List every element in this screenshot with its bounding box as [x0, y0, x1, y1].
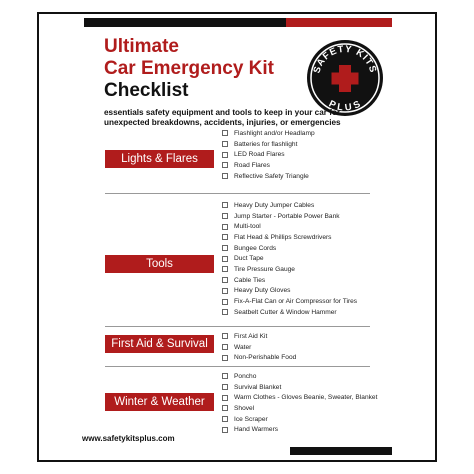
list-item[interactable]: Heavy Duty Gloves — [222, 286, 357, 297]
list-item[interactable]: Fix-A-Flat Can or Air Compressor for Tires — [222, 296, 357, 307]
checkbox[interactable] — [222, 152, 228, 158]
checkbox[interactable] — [222, 299, 228, 305]
list-item[interactable]: Ice Scraper — [222, 414, 377, 425]
logo-top-text: SAFETY KITS — [311, 43, 379, 75]
checkbox[interactable] — [222, 427, 228, 433]
list-item[interactable]: Bungee Cords — [222, 243, 357, 254]
category-winter-weather: Winter & Weather — [105, 393, 214, 411]
list-tools — [222, 200, 357, 318]
section-divider — [105, 326, 370, 327]
list-item[interactable]: Flat Head & Phillips Screwdrivers — [222, 232, 357, 243]
section-divider — [105, 193, 370, 194]
logo-bottom-text: PLUS — [326, 98, 364, 114]
checkbox[interactable] — [222, 130, 228, 136]
title-line-2: Car Emergency Kit — [104, 58, 275, 79]
list-item[interactable]: Non-Perishable Food — [222, 352, 296, 363]
top-red-bar — [286, 18, 392, 27]
list-item[interactable]: Duct Tape — [222, 253, 357, 264]
safety-kits-plus-logo — [305, 38, 385, 118]
checkbox[interactable] — [222, 213, 228, 219]
list-item[interactable]: First Aid Kit — [222, 331, 296, 342]
list-item[interactable]: Cable Ties — [222, 275, 357, 286]
list-item[interactable]: Warm Clothes - Gloves Beanie, Sweater, Blanket — [222, 392, 377, 403]
bottom-black-bar — [290, 447, 392, 455]
category-lights-flares: Lights & Flares — [105, 150, 214, 168]
checkbox[interactable] — [222, 309, 228, 315]
list-winter-weather — [222, 371, 377, 435]
list-item[interactable]: Batteries for flashlight — [222, 139, 315, 150]
section-divider — [105, 366, 370, 367]
list-item[interactable]: Seatbelt Cutter & Window Hammer — [222, 307, 357, 318]
list-item[interactable]: LED Road Flares — [222, 149, 315, 160]
subtitle: essentials safety equipment and tools to keep in your car for unexpected breakdowns, accidents, injuries, or emergencies — [104, 108, 341, 127]
checkbox[interactable] — [222, 416, 228, 422]
checkbox[interactable] — [222, 384, 228, 390]
category-first-aid-survival: First Aid & Survival — [105, 335, 214, 353]
list-item[interactable]: Poncho — [222, 371, 377, 382]
checkbox[interactable] — [222, 256, 228, 262]
list-item[interactable]: Survival Blanket — [222, 382, 377, 393]
checkbox[interactable] — [222, 173, 228, 179]
list-item[interactable]: Reflective Safety Triangle — [222, 171, 315, 182]
list-item[interactable]: Heavy Duty Jumper Cables — [222, 200, 357, 211]
list-item[interactable]: Flashlight and/or Headlamp — [222, 128, 315, 139]
checkbox[interactable] — [222, 234, 228, 240]
list-lights-flares — [222, 128, 315, 181]
checkbox[interactable] — [222, 266, 228, 272]
list-item[interactable]: Multi-tool — [222, 221, 357, 232]
checkbox[interactable] — [222, 373, 228, 379]
checkbox[interactable] — [222, 245, 228, 251]
checkbox[interactable] — [222, 224, 228, 230]
list-item[interactable]: Hand Warmers — [222, 424, 377, 435]
checkbox[interactable] — [222, 277, 228, 283]
checkbox[interactable] — [222, 344, 228, 350]
checkbox[interactable] — [222, 395, 228, 401]
checkbox[interactable] — [222, 405, 228, 411]
title-line-3: Checklist — [104, 80, 189, 101]
checkbox[interactable] — [222, 355, 228, 361]
list-first-aid-survival — [222, 331, 296, 363]
checkbox[interactable] — [222, 162, 228, 168]
list-item[interactable]: Shovel — [222, 403, 377, 414]
list-item[interactable]: Water — [222, 342, 296, 353]
category-tools: Tools — [105, 255, 214, 273]
website-link[interactable]: www.safetykitsplus.com — [82, 434, 175, 443]
list-item[interactable]: Jump Starter - Portable Power Bank — [222, 211, 357, 222]
checkbox[interactable] — [222, 333, 228, 339]
title-line-1: Ultimate — [104, 36, 179, 57]
checkbox[interactable] — [222, 202, 228, 208]
list-item[interactable]: Tire Pressure Gauge — [222, 264, 357, 275]
checkbox[interactable] — [222, 288, 228, 294]
checkbox[interactable] — [222, 141, 228, 147]
list-item[interactable]: Road Flares — [222, 160, 315, 171]
top-black-bar — [84, 18, 286, 27]
